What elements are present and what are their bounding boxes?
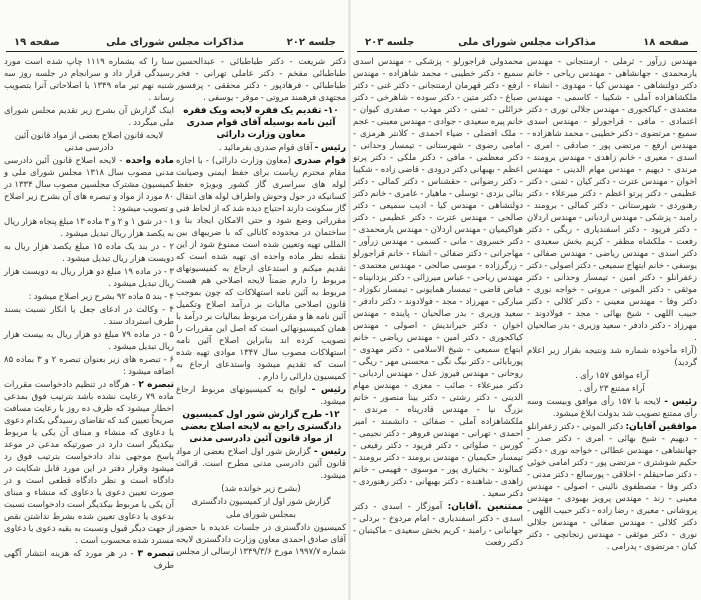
paragraph: اینک گزارش آن بشرح زیر تقدیم مجلس شورای ملی میگردد . [4,106,174,128]
publication-title: مذاکرات مجلس شورای ملی [458,37,596,48]
speaker: رئیس - [314,143,346,153]
session-number: جلسه ۲۰۲ [286,37,336,48]
note-label: تبصره ۲ [138,380,175,390]
list-item: ۲ - در بند یک ماده ۱۵ مبلغ یکصد هزار ریال به دویست هزار ریال تبدیل میشود . [4,242,175,264]
speech: (معاون وزارت دارائی) - با اجازه مقام محترم ریاست برای حفظ ایمنی وصیانت لوله های سراسری گاز کشور وبویژه حفظ کسانیکه در حول وحوش واطراف لوله های انتقال گاز سکونت دارند احتیاج دیده شد که از لحاظ فنی مقرراتی وضع شود و حتی الامکان ایجاد بنا و ساختمان در محدوده کانالی که با ضریبهای بین المللی تهیه وتعیین شده است ممنوع شود از این نقطه نظر ماده واحده ای تهیه شده است که تقدیم میکنم و استدعای ارجاع به کمیسیونهای مربوط را دارم ضمناً لایحه اصلاحی هم هست مربوط به آئین نامه استهلاکات که چون بموجب قانون اصلاحی مالیات بر درآمد اصلاح وتکمیل آئین نامه ها و مقررات مربوط بمالیات بر درآمد با همان کمیسیونهائی است که اصل این مقررات را تصویب کرده اند بنابراین اصلاح آئین نامه استهلاکات مصوب سال ۱۳۴۷ موادی تهیه شده است که تقدیم میشود واستدعای ارجاع به کمیسیون دارائی را دارم . [176,156,346,382]
left-column [353,56,523,550]
report-title: گزارش شور اول از کمیسیون دادگستری [191,497,331,507]
paragraph: سنا را که بشماره ۱۱۱۹ چاپ شده است مورد رسیدگی قرار داد و سرانجام در جلسه روز سه شنبه نهم تیر ماه ۱۳۴۹ با اصلاحاتی آنرا بتصویب رساند . [4,57,175,103]
right-page [351,0,701,600]
paragraph [4,379,174,547]
names-list: آموزگار - اسدی - دکتر اسدی - دکتر اسفندیاری - امام مردوخ - بردلی - جهانبانی - رامبد - کریم بخش سعیدی - ماکیتبان - دکتر رفعت [353,502,523,548]
report-addressee: بمجلس شورای ملی [226,510,296,520]
list-item: ۵ - در ماده ۷۹ مبلغ دو هزار ریال به بیست هزار ریال تبدیل میشود . [4,330,174,352]
speaker: رئیس - [313,447,347,457]
list-item: ۶ - تبصره های زیر بعنوان تبصره ۲ و ۳ بماده ۸۵ اضافه میشود : [4,355,174,377]
publication-title: مذاکرات مجلس شورای ملی [106,37,244,48]
paragraph [176,446,346,482]
list-item: ۱ - در شق ۱ و ۲ و ۳ ماده ۱۳ مبلغ پنجاه هزار ریال به یکصد هزار ریال تبدیل میشود . [4,217,174,239]
paragraph [353,501,523,549]
left-column [4,56,174,573]
speech: گزارش شور اول اصلاح بعضی از مواد قانون آئین دادرسی مدنی مطرح است. قرائت میشود. [176,447,346,481]
paragraph: دکتر شریعت - دکتر طباطبائی - عبدالحسین طباطبائی مفخم - دکتر عاملی تهرانی - فخر طباطبائی - فرهادپور - دکتر محققی - پرفسور مجتهدی فرهمند مروتی - موقر - یوسفی . [176,57,346,103]
paragraph: کمیسیون دادگستری در جلسات عدیده با حضور آقای صادق احمدی معاون وزارت دادگستری لایحه شماره ۱۹۹۷/۷ مورخ ۱۳۴۹/۳/۶ ارسالی از مجلس [176,523,346,557]
note-text: - هرگاه در تنظیم دادخواست مقررات ماده ۷۹ رعایت نشده باشد بترتیب فوق بمدعی اخطار میشود که ظرف ده روز با رعایت مسافت صریحاً تعیین کند که تقاضای رسیدگی بکدام دعوی یا دعاوی که منشاء و مبنای آن یکی یا مربوط بیکدیگر است دارد در صورتیکه مدعی در موعد پاسخ موجهی نداد دادخواست بترتیب فوق رد میشود وقرار دفتر در این مورد قابل شکایت در دادگاه است و نظر دادگاه قطعی است و در صورت تعیین دعوی یا دعاوی که منشاء و مبنای آن یکی یا مربوط بیکدیگر است دادخواست نسبت بدعوی یا دعاوی تعیین شده بشرط نداشتن نقص از جهت دیگر قبول ونسبت به بقیه دعوی یا دعاوی مسترد شده محسوب است . [4,380,174,546]
section-heading: ۱۰- تقدیم یک فقره لایحه ویک فقره آئین نامه بوسیله آقای قوام صدری معاون وزارت دارائی [183,106,339,140]
section-heading: ۱۲- طرح گزارش شور اول کمیسیون دادگستری راجع به لایحه اصلاح بعضی از مواد قانون آئین دادرسی مدنی [180,410,342,444]
right-column [176,56,346,559]
list-item: ۳ - در ماده ۱۹ مبلغ دو هزار ریال به دویست هزار ریال تبدیل میشود . [4,267,174,289]
paragraph [176,155,346,383]
speaker: رئیس - [311,385,347,395]
paragraph [4,155,174,215]
paragraph: (آراء مأخوذه شماره شد ونتیجه بقرار زیر اعلام گردید) [527,346,697,368]
page-number: صفحه ۱۸ [643,37,689,48]
paragraph [176,384,346,408]
article-text: - لایحه اصلاح قانون آئین دادرسی مدنی مصوب سال ۱۳۱۸ مجلس شورای ملی و کمیسیون مشترک مجلسین مصوب سال ۱۳۳۴ در ۸۰ مورد از مواد و تبصره های آن بشرح زیر اصلاح و تصویب میشود : [4,156,174,214]
note-label: تبصره ۳ [137,549,174,559]
paragraph [4,548,174,572]
speech: آقای قوام صدری بفرمائید . [218,143,313,153]
list-item: ۴ - وکالت در ادعای جعل یا انکار نسبت بسند طرف استرداد سند . [4,305,174,327]
abstain-label: ممتنعین .آقایان: [447,502,523,512]
list-item: ۴ - بند ۵ ماده ۹۲ بشرح زیر اصلاح میشود : [28,292,174,302]
votes-for: آراء موافق ۱۵۷ رأی . [575,371,649,381]
speaker: قوام صدری [293,156,346,166]
votes-abstain: آراء ممتنع ۲۳ رأی . [579,384,645,394]
paragraph [527,396,697,420]
paragraph [527,421,697,553]
page-header [6,37,344,52]
left-page [0,0,348,600]
names-list: دکتر الموتی - دکتر زعفرانلو - دیهیم - شیخ بهائی - امری - دکتر صدر - جهانشاهی - مهندس عطائی - خواجه نوری - دکتر حکیم شوشتری - مرتضی پور - دکتر امامی خوئی - دکتر صاحبقلم - اخلاقی - پورسالع - دکتر مدنی - دکتر وفا - مصطفوی نائینی - اصولی - مهندس معینی - زند - مهندس پرویز بهبودی - مهندس پروشانی - معیری - رضا زاده - دکتر حبیب اللهی - دکتر کلالی - مهندس صفائی - مهندس جلالی نوری - دکتر موثقی - مهندس زنجانچی - دکتر کیان - مرتضوی - پدرامی . [527,422,697,552]
bill-title: لایحه قانون اصلاح بعضی از مواد قانون آئین دادرسی مدنی [14,131,164,153]
note: (بشرح زیر خوانده شد) [221,484,301,494]
right-column [527,56,697,554]
names-list: مهندس زرآور - ثرملی - ارمنتجانی - مهندس یارمحمدی - جهانشاهی - مهندس ریاحی - خانم دکتر دولتشاهی - مهندس کیا - مهدوی - انشاء - ملکشاهزاده آملی - شکیبا - کاسمی - مهندس معتمدی - کیاکجوری - مهندس جلالی نوری - دکتر اعتمادی - مافی - قراجورلو - مهندس اسدی سمیع - مرتضوی - دکتر خطیبی - محمد شاهزاده - مهندس ارفع - مرتضی پور - صادقی - امری - اسدی - معیری - خانم زاهدی - مهندس برومند - مرندی - دیهیم - مهندس مهام الدینی - مهندس اخوان - مهندس عترت - دکتر کیان - ثمنی - دکتر عظیمی - دکتر پرتو اعظم - دکتر میرعلاء - دکتر رهنوردی - شهرستانی - دکتر کمالی - برومند - رامبد - پزشکی - مهندس اردبانی - مهندس اردلان - دکتر فریود - دکتر اسفندیاری - ریگی - دکتر رفعت - ملکشاه مظفر - کریم بخش سعیدی - دکتر اسدی - مهندس ریاضی - مهندس صفائی - یوسفی - خانم ابتهاج سمیعی - دکتر اصولی - دکتر زعفرانلو - دکتر امین - تیمسار وحدانی - دکتر موثقی - دکتر الموتی - مروتی - خواجه نوری - دکتر وفا - مهندس معینی - دکتر کلالی - دکتر حبیب اللهی - شیخ بهائی - مجد - فولادوند - مهرزاد - دکتر دادفر - سعید وزیری - بدر صالحیان . [527,57,697,343]
page-number: صفحه ۱۹ [14,37,60,48]
session-number: جلسه ۲۰۳ [365,37,415,48]
for-label: موافقین آقایان: [625,422,697,432]
paragraph [176,142,346,154]
note-text: - در هر مورد که هزینه انتشار آگهی طرف [4,549,174,571]
speech: لایحه با ۱۵۷ رأی موافق وبیست وسه رأی ممتنع تصویب شد بدولت ابلاغ میشود. [527,397,697,419]
names-list: محمدولی قراجورلو - پزشکی - مهندس اسدی سمیع - دکتر خطیبی - محمد شاهزاده - مهندس ارفع - دکتر قهرمان ارمنتجانی - دکتر غنی - دکتر صباغ - دکتر متین - دکتر سوده - شاهرخی - دکتر خزائلی - ثمنی - دکتر مهذب - صفدری کیوان - خانم پیره سعیدی - جوادی - مهندس معینی - عجم - ملک افضلی - ضیاء احمدی - کلانتر هرمزی - امامی رضوی - شهرستانی - تیمسار وحدانی - دکتر معظمی - مافی - دکتر ملکی - دکتر پرتو اعظم - بهبهانی دکتر درودی - قاضی زاده - شکیبا - دکتر رضوانی - حقشناس - دکتر کمالی - دکتر بنائی یزدی - توسلی - ماهیار - عامری - خانم دکتر دولتشاهی - مهندس کیا - ادیب سمیعی - دکتر صالحی - مهندس عترت - دکتر عظیمی - دکتر هواکیمیان - مهندس اردلان - مهندس یارمحمدی - دکتر خسروی - مانی - کسمی - مهندس زرآور - مهاجرانی - دکتر صفائی - انشاء - خانم قراجورلو - زرگرزاده - موسی صالحی - مهندس معتمدی - مهندس ریاحی - عباس میرزائی - دکتر یزدانپناه - فیاض قاضی - تیمسار همایونی - تیمسار نکوزاد - مبارکی - مهرزاد - مجد - فولادوند - دکتر دادفر - سعید وزیری - بدر صالحیان - پاینده - مهندس اخوان - دکتر خیراندیش - اصولی - مهندس کیاکجوری - دکتر امین - مهندس ریاضی - خانم ابتهاج سمیعی - شیخ الاسلامی - دکتر مهدوی - پوربابائی - دکتر بیگ نگی - محسنی مهر - ریگی - روحانی - مهندس فیروز عدل - مهندس اردبانی - دکتر میرعلاء - صائب - معزی - مهندس مهام الدینی - دکتر رشتی - دکتر بینا منصور - خانم بزرگ نیا - مهندس قادرپناه - مرندی - ملکشاهزاده آملی - صفائی - دانشمند - امیر احمدی - تهرانی - مهندس فروهر - دکتر نجیمی - کورس - صلواتی - دکتر فریود - دکتر رفیعی - تیمسار حکیمیان - مهندس برومند - دکتر برومند - کمالوند - بختیاری پور - موسوی - فهیمی - خانم زاهدی - شاهنده - دکتر بهبهانی - دکتر رهنوردی - دکتر سعید . [353,57,523,499]
speaker: رئیس - [664,397,697,407]
page-header [357,37,697,52]
speech: لوایح به کمیسیونهای مربوط ارجاع میشود. [176,385,346,407]
article-label: ماده واحده [125,156,175,166]
